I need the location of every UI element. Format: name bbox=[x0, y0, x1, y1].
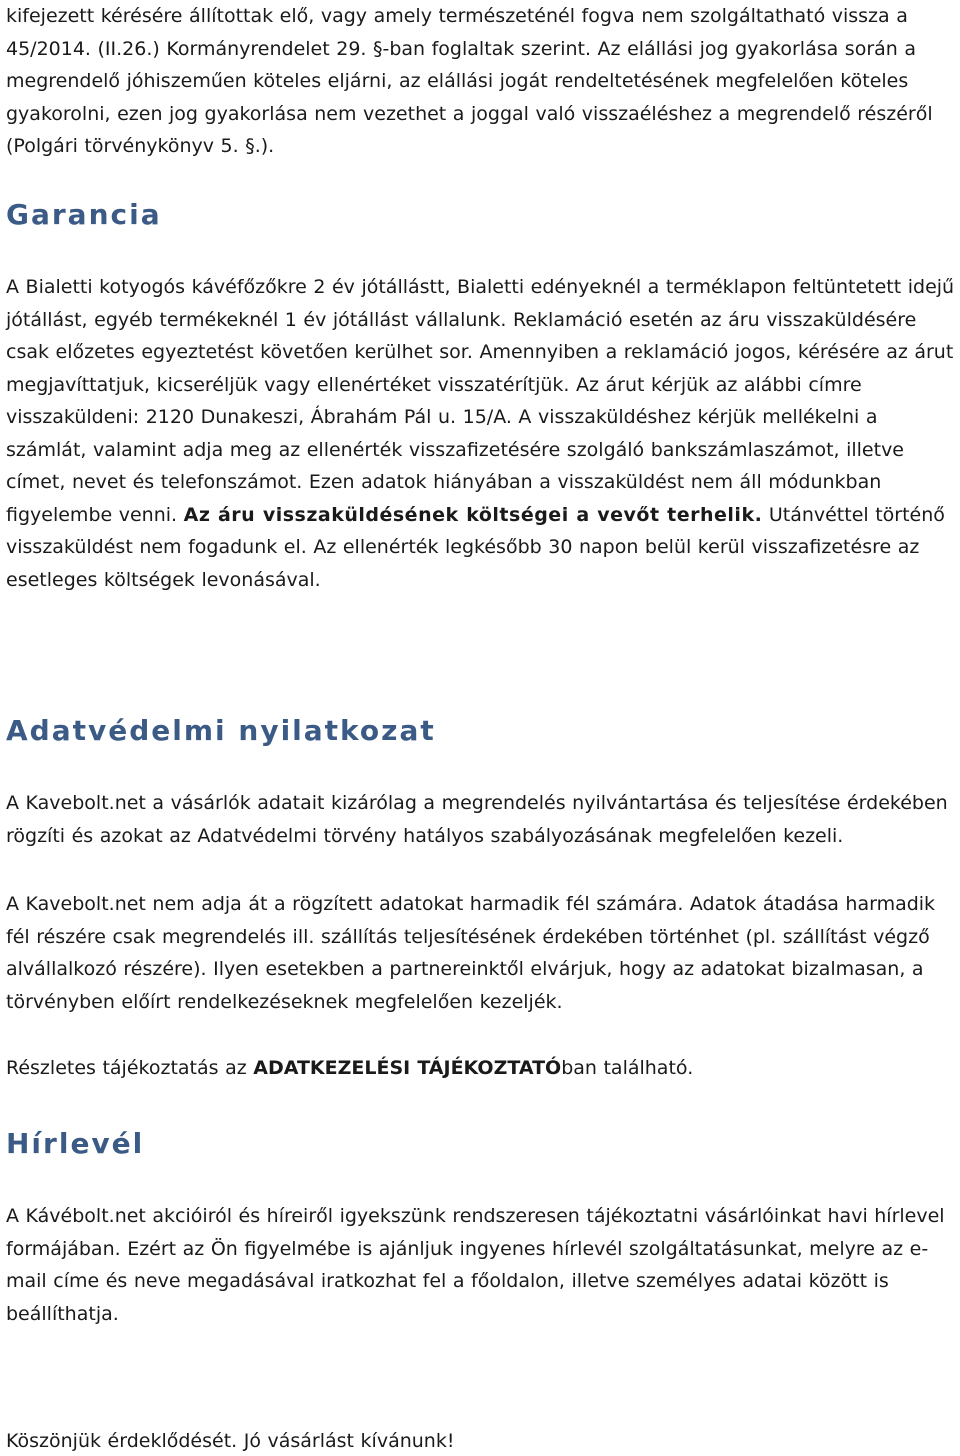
garancia-bold-text: Az áru visszaküldésének költségei a vevőt terhelik. bbox=[183, 503, 763, 526]
garancia-text-before: A Bialetti kotyogós kávéfőzőkre 2 év jótállástt, Bialetti edényeknél a terméklapon feltüntetett idejű jótállást, egyéb termékeknél 1 év jótállást vállalunk. Reklamáció esetén az áru visszaküldésére csak előzetes egyeztetést követően kerülhet sor. Amennyiben a reklamáció jogos, kérésére az árut megjavíttatjuk, kicseréljük vagy ellenértéket visszatérítjük. Az árut kérjük az alábbi címre visszaküldeni: 2120 Dunakeszi, Ábrahám Pál u. 15/A. A visszaküldéshez kérjük mellékelni a számlát, valamint adja meg az ellenérték visszafizetésére szolgáló bankszámlaszámot, illetve címet, nevet és telefonszámot. Ezen adatok hiányában a visszaküldést nem áll módunkban figyelembe venni. bbox=[6, 276, 955, 526]
garancia-text-after: Utánvéttel történő visszaküldést nem fogadunk el. Az ellenérték legkésőbb 30 napon belül kerül visszafizetésre az esetleges költségek levonásával. bbox=[6, 503, 945, 591]
adatvedelem-info-before: Részletes tájékoztatás az bbox=[6, 1057, 254, 1079]
garancia-heading: Garancia bbox=[6, 198, 162, 231]
closing-text: Köszönjük érdeklődését. Jó vásárlást kívánunk! bbox=[6, 1430, 455, 1452]
intro-paragraph: kifejezett kérésére állítottak elő, vagy amely természeténél fogva nem szolgáltatható vissza a 45/2014. (II.26.) Kormányrendelet 29. §-ban foglaltak szerint. Az elállási jog gyakorlása során a megrendelő jóhiszeműen köteles eljárni, az elállási jogát rendeltetésének megfelelően köteles gyakorolni, ezen jog gyakorlása nem vezethet a joggal való visszaéléshez a megrendelő részéről (Polgári törvénykönyv 5. §.). bbox=[6, 5, 933, 157]
hirlevel-paragraph: A Kávébolt.net akcióiról és híreiről igyekszünk rendszeresen tájékoztatni vásárlóinkat havi hírlevel formájában. Ezért az Ön figyelmébe is ajánljuk ingyenes hírlevél szolgáltatásunkat, melyre az e-mail címe és neve megadásával iratkozhat fel a főoldalon, illetve személyes adatai között is beállíthatja. bbox=[6, 1205, 945, 1325]
adatvedelem-paragraph-2: A Kavebolt.net nem adja át a rögzített adatokat harmadik fél számára. Adatok átadása harmadik fél részére csak megrendelés ill. szállítás teljesítésének érdekében történhet (pl. szállítást végző alvállalkozó részére). Ilyen esetekben a partnereinktől elvárjuk, hogy az adatokat bizalmasan, a törvényben előírt rendelkezéseknek megfelelően kezeljék. bbox=[6, 893, 936, 1013]
adatvedelem-paragraph-1: A Kavebolt.net a vásárlók adatait kizárólag a megrendelés nyilvántartása és teljesítése érdekében rögzíti és azokat az Adatvédelmi törvény hatályos szabályozásának megfelelően kezeli. bbox=[6, 792, 948, 847]
garancia-paragraph bbox=[6, 271, 956, 596]
hirlevel-heading: Hírlevél bbox=[6, 1127, 145, 1160]
adatvedelem-heading: Adatvédelmi nyilatkozat bbox=[6, 714, 436, 747]
adatvedelem-info-after: ban található. bbox=[561, 1057, 694, 1079]
adatvedelem-info bbox=[6, 1052, 956, 1085]
adatkezelesi-tajekoztato-link[interactable]: ADATKEZELÉSI TÁJÉKOZTATÓ bbox=[253, 1057, 562, 1079]
